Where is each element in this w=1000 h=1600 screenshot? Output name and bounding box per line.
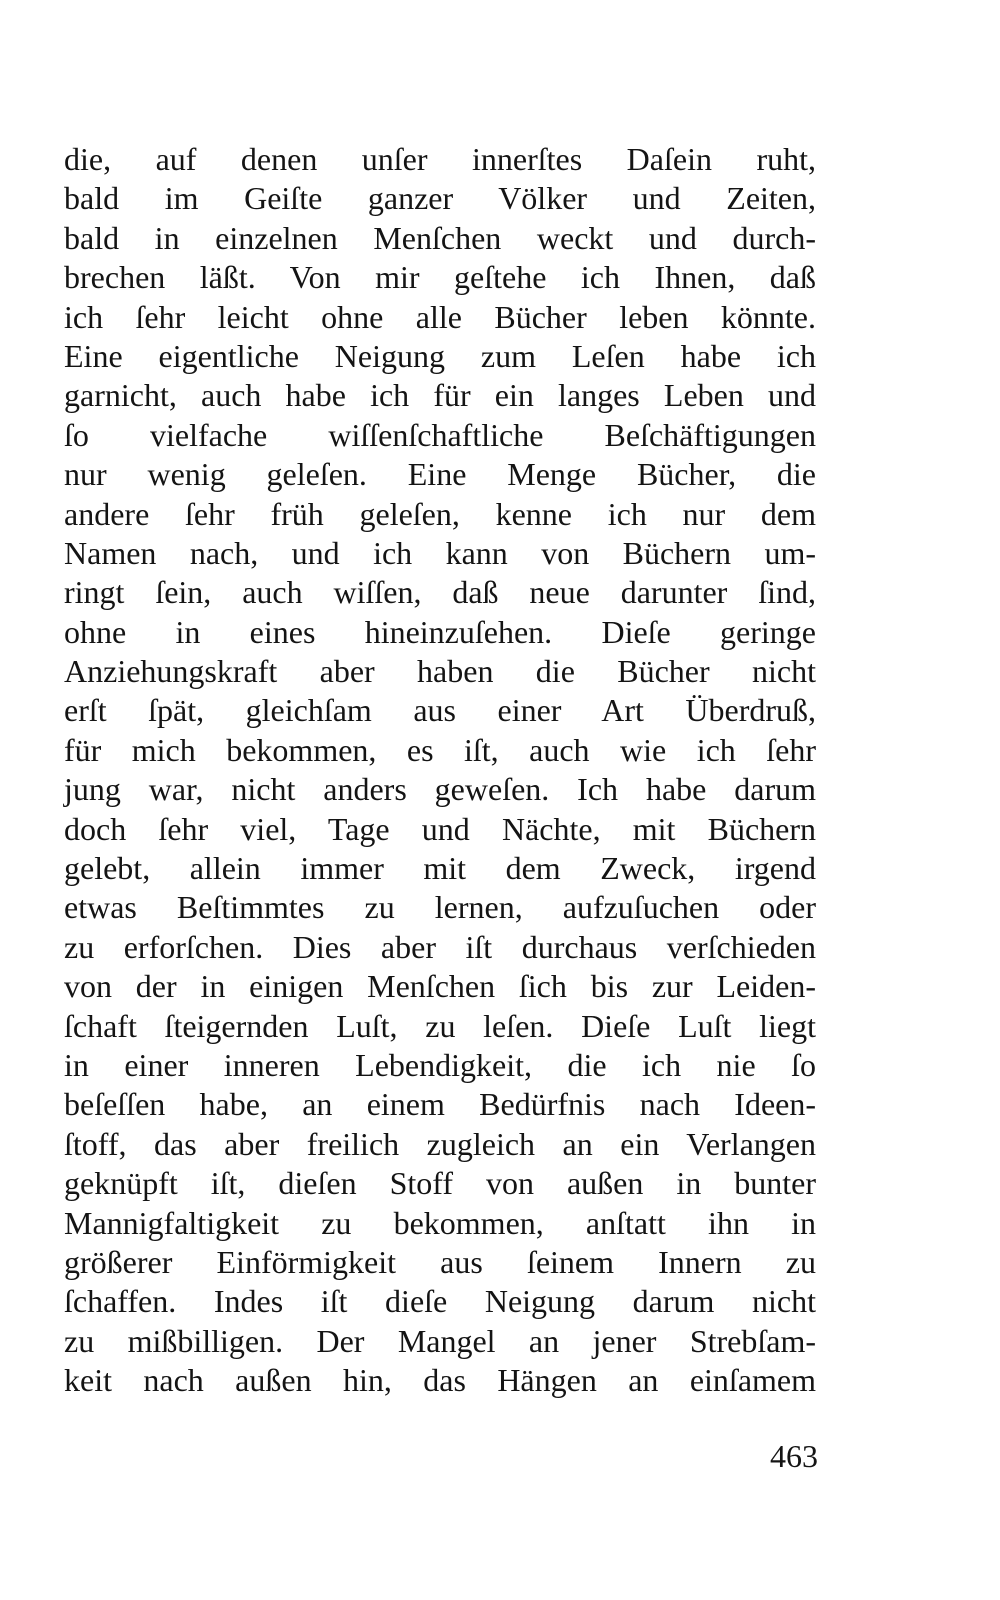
- text-line: Anziehungskraft aber haben die Bücher nicht: [64, 653, 816, 690]
- text-line: in einer inneren Lebendigkeit, die ich nie ſo: [64, 1046, 816, 1083]
- text-line: jung war, nicht anders geweſen. Ich habe darum: [64, 771, 816, 808]
- text-line: ſtoff, das aber freilich zugleich an ein Verlangen: [64, 1125, 816, 1162]
- text-line: bald in einzelnen Menſchen weckt und durch-: [64, 219, 816, 256]
- text-line: nur wenig geleſen. Eine Menge Bücher, die: [64, 456, 816, 493]
- text-line: ohne in eines hineinzuſehen. Dieſe geringe: [64, 613, 816, 650]
- text-line: geknüpft iſt, dieſen Stoff von außen in bunter: [64, 1165, 816, 1202]
- text-line: bald im Geiſte ganzer Völker und Zeiten,: [64, 180, 816, 217]
- text-line: ſchaffen. Indes iſt dieſe Neigung darum nicht: [64, 1283, 816, 1320]
- text-line: brechen läßt. Von mir geſtehe ich Ihnen, daß: [64, 259, 816, 296]
- text-line: andere ſehr früh geleſen, kenne ich nur dem: [64, 495, 816, 532]
- text-line: größerer Einförmigkeit aus ſeinem Innern zu: [64, 1243, 816, 1280]
- text-line: ſchaft ſteigernden Luſt, zu leſen. Dieſe Luſt liegt: [64, 1007, 816, 1044]
- text-line: keit nach außen hin, das Hängen an einſamem: [64, 1362, 816, 1399]
- text-line: Eine eigentliche Neigung zum Leſen habe ich: [64, 337, 816, 374]
- page-number: 463: [770, 1438, 818, 1474]
- text-line: Mannigfaltigkeit zu bekommen, anſtatt ihn in: [64, 1204, 816, 1241]
- text-line: ſo vielfache wiſſenſchaftliche Beſchäftigungen: [64, 416, 816, 453]
- body-text: [64, 140, 816, 1401]
- text-line: garnicht, auch habe ich für ein langes Leben und: [64, 377, 816, 414]
- text-line: Namen nach, und ich kann von Büchern um-: [64, 534, 816, 571]
- text-line: ringt ſein, auch wiſſen, daß neue darunter ſind,: [64, 574, 816, 611]
- text-line: doch ſehr viel, Tage und Nächte, mit Büchern: [64, 810, 816, 847]
- text-line: etwas Beſtimmtes zu lernen, aufzuſuchen oder: [64, 889, 816, 926]
- text-line: zu erforſchen. Dies aber iſt durchaus verſchieden: [64, 928, 816, 965]
- text-line: zu mißbilligen. Der Mangel an jener Strebſam-: [64, 1322, 816, 1359]
- text-line: beſeſſen habe, an einem Bedürfnis nach Ideen-: [64, 1086, 816, 1123]
- text-line: die, auf denen unſer innerſtes Daſein ruht,: [64, 141, 816, 177]
- text-line: von der in einigen Menſchen ſich bis zur Leiden-: [64, 968, 816, 1005]
- text-line: für mich bekommen, es iſt, auch wie ich ſehr: [64, 731, 816, 768]
- text-line: erſt ſpät, gleichſam aus einer Art Überdruß,: [64, 692, 816, 729]
- text-line: gelebt, allein immer mit dem Zweck, irgend: [64, 850, 816, 887]
- text-line: ich ſehr leicht ohne alle Bücher leben könnte.: [64, 298, 816, 335]
